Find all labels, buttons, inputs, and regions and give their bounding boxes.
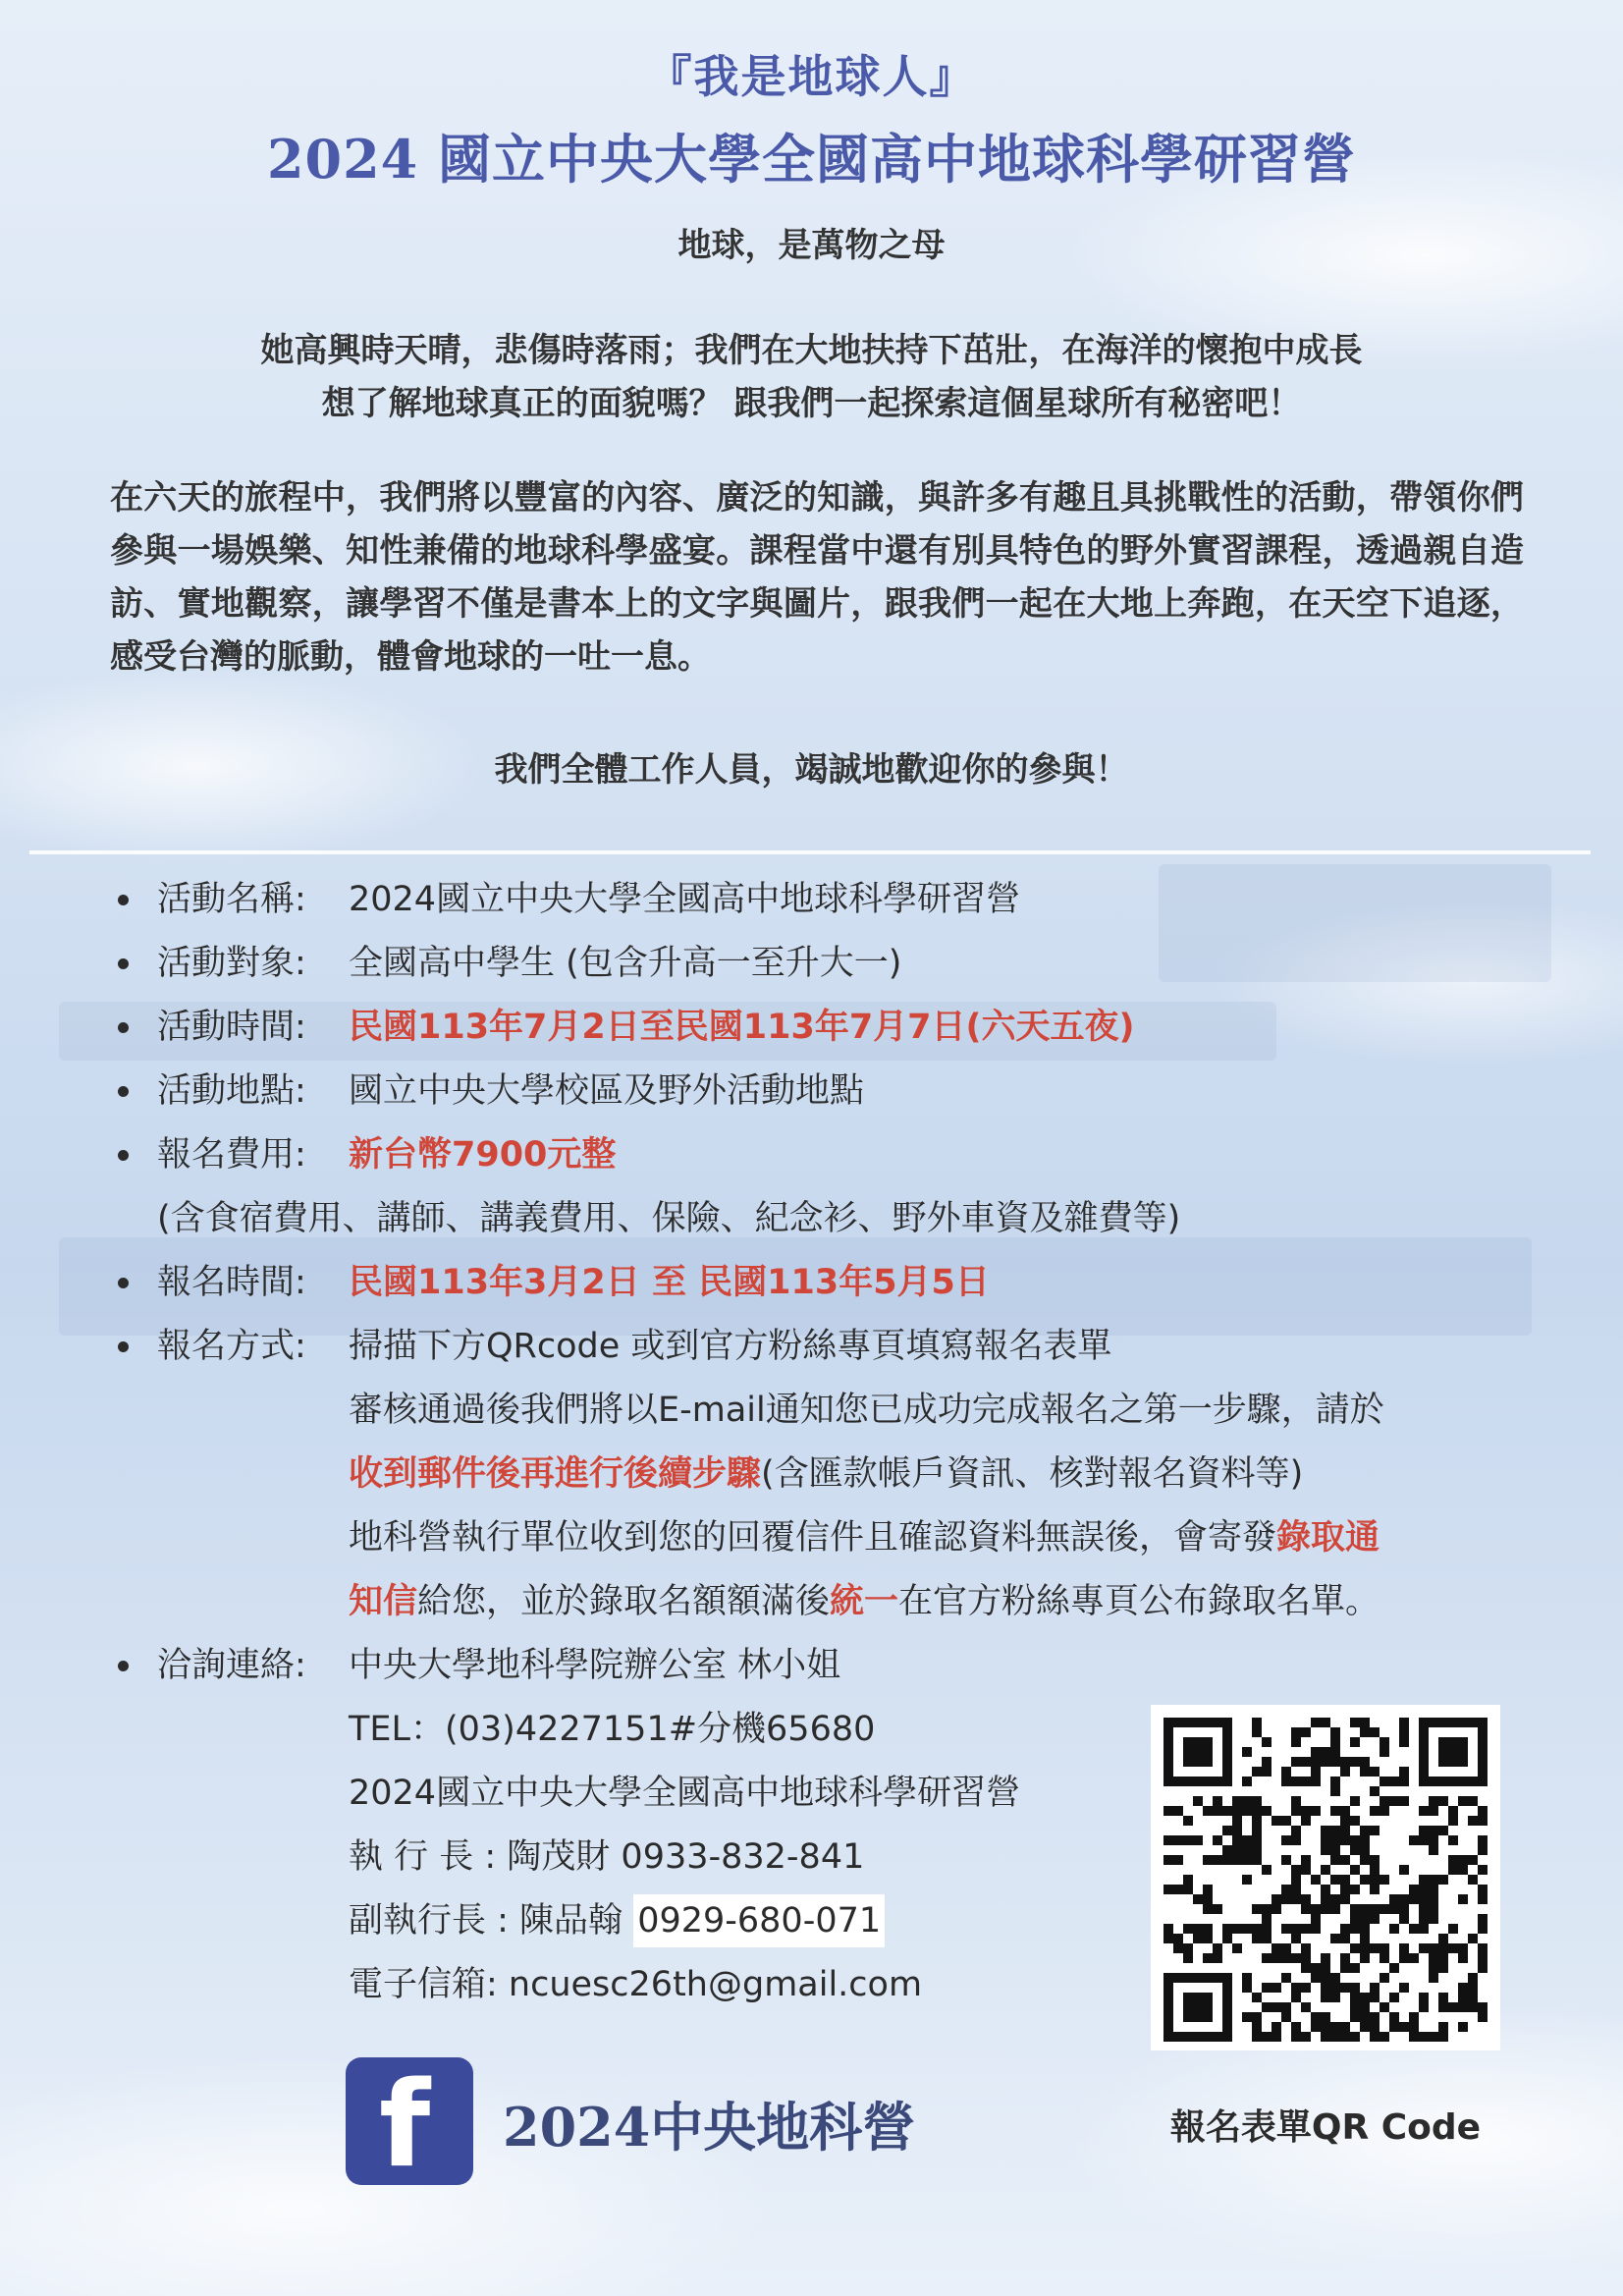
contact-vice-label: 副執行長 : 陳品翰 [349,1901,623,1941]
bullet-icon [118,895,129,905]
facebook-glyph: f [379,2057,431,2185]
method-text: 地科營執行單位收到您的回覆信件且確認資料無誤後，會寄發 [349,1518,1277,1558]
bullet-icon [118,1661,129,1671]
intro-line-1: 她高興時天晴，悲傷時落雨；我們在大地扶持下茁壯，在海洋的懷抱中成長 [260,331,1363,370]
qr-caption: 報名表單QR Code [1169,2107,1482,2148]
method-line-4 [106,1506,1520,1570]
facebook-page-name[interactable]: 2024中央地科營 [503,2096,916,2159]
fee-note [106,1187,1520,1251]
info-value: 國立中央大學校區及野外活動地點 [349,1071,865,1111]
qr-code-image [1151,1705,1500,2050]
bullet-icon [118,1341,129,1352]
info-label: 活動地點: [157,1071,306,1111]
welcome-text: 我們全體工作人員，竭誠地歡迎你的參與！ [494,750,1129,790]
info-item-fee [106,1123,1520,1187]
info-value: 中央大學地科學院辦公室 林小姐 [349,1646,841,1685]
facebook-icon[interactable] [346,2057,473,2185]
method-text: 給您，並於錄取名額額滿後 [417,1582,831,1621]
info-item-name [106,868,1520,932]
info-label: 報名方式: [157,1327,306,1366]
method-highlight: 統一 [830,1582,899,1621]
title-line-2: 2024 國立中央大學全國高中地球科學研習營 [266,128,1357,191]
bullet-icon [118,1278,129,1288]
info-value-highlight: 民國113年7月2日至民國113年7月7日(六天五夜) [349,1008,1135,1047]
contact-vice-phone: 0929-680-071 [633,1894,885,1947]
info-item-contact [106,1634,1520,1698]
bullet-icon [118,1150,129,1161]
method-text: 審核通過後我們將以E-mail通知您已成功完成報名之第一步驟，請於 [349,1391,1384,1430]
bullet-icon [118,1086,129,1097]
info-value: 全國高中學生 (包含升高一至升大一) [349,944,902,983]
info-value: 掃描下方QRcode 或到官方粉絲專頁填寫報名表單 [349,1327,1112,1366]
method-text: 在官方粉絲專頁公布錄取名單。 [898,1582,1380,1621]
info-label: 活動對象: [157,944,306,983]
contact-tel-text: TEL：(03)4227151#分機65680 [349,1710,876,1749]
method-text-group [349,1570,1380,1634]
method-line-3 [106,1443,1520,1506]
method-text: (含匯款帳戶資訊、核對報名資料等) [761,1454,1304,1494]
contact-camp-text: 2024國立中央大學全國高中地球科學研習營 [349,1774,1021,1813]
info-label: 報名時間: [157,1263,306,1302]
info-item-target [106,932,1520,996]
registration-qr-code[interactable] [1151,1705,1500,2050]
method-text-group [349,1506,1380,1570]
fee-note-text: (含食宿費用、講師、講義費用、保險、紀念衫、野外車資及雜費等) [157,1199,1181,1238]
divider [29,850,1591,854]
info-item-reg-time [106,1251,1520,1315]
bullet-icon [118,958,129,969]
method-highlight: 收到郵件後再進行後續步驟 [349,1454,762,1494]
info-item-method [106,1315,1520,1379]
info-label: 活動名稱: [157,880,306,919]
title-line-1: 『我是地球人』 [646,50,977,103]
subtitle: 地球，是萬物之母 [677,226,946,265]
method-line-5 [106,1570,1520,1634]
info-value-highlight: 新台幣7900元整 [349,1135,617,1175]
method-highlight: 錄取通 [1276,1518,1380,1558]
info-value: 2024國立中央大學全國高中地球科學研習營 [349,880,1021,919]
info-label: 活動時間: [157,1008,306,1047]
info-value-highlight: 民國113年3月2日 至 民國113年5月5日 [349,1263,990,1302]
method-highlight: 知信 [349,1582,418,1621]
contact-vice-group [349,1889,885,1953]
contact-exec-text: 執 行 長 : 陶茂財 0933-832-841 [349,1837,865,1877]
info-label: 報名費用: [157,1135,306,1175]
description-paragraph: 在六天的旅程中，我們將以豐富的內容、廣泛的知識，與許多有趣且具挑戰性的活動，帶領你們參與一場娛樂、知性兼備的地球科學盛宴。課程當中還有別具特色的野外實習課程，透過親自造訪、實地觀察，讓學習不僅是書本上的文字與圖片，跟我們一起在大地上奔跑，在天空下追逐，感受台灣的脈動，體會地球的一吐一息。 [110,478,1524,677]
info-item-place [106,1060,1520,1123]
info-label: 洽詢連絡: [157,1646,306,1685]
bullet-icon [118,1022,129,1033]
method-text-group [349,1443,1303,1506]
info-item-time [106,996,1520,1060]
contact-email-text: 電子信箱: ncuesc26th@gmail.com [349,1965,923,2004]
intro-text [0,324,1623,430]
intro-line-2: 想了解地球真正的面貌嗎？ 跟我們一起探索這個星球所有秘密吧！ [321,384,1302,423]
method-line-2 [106,1379,1520,1443]
